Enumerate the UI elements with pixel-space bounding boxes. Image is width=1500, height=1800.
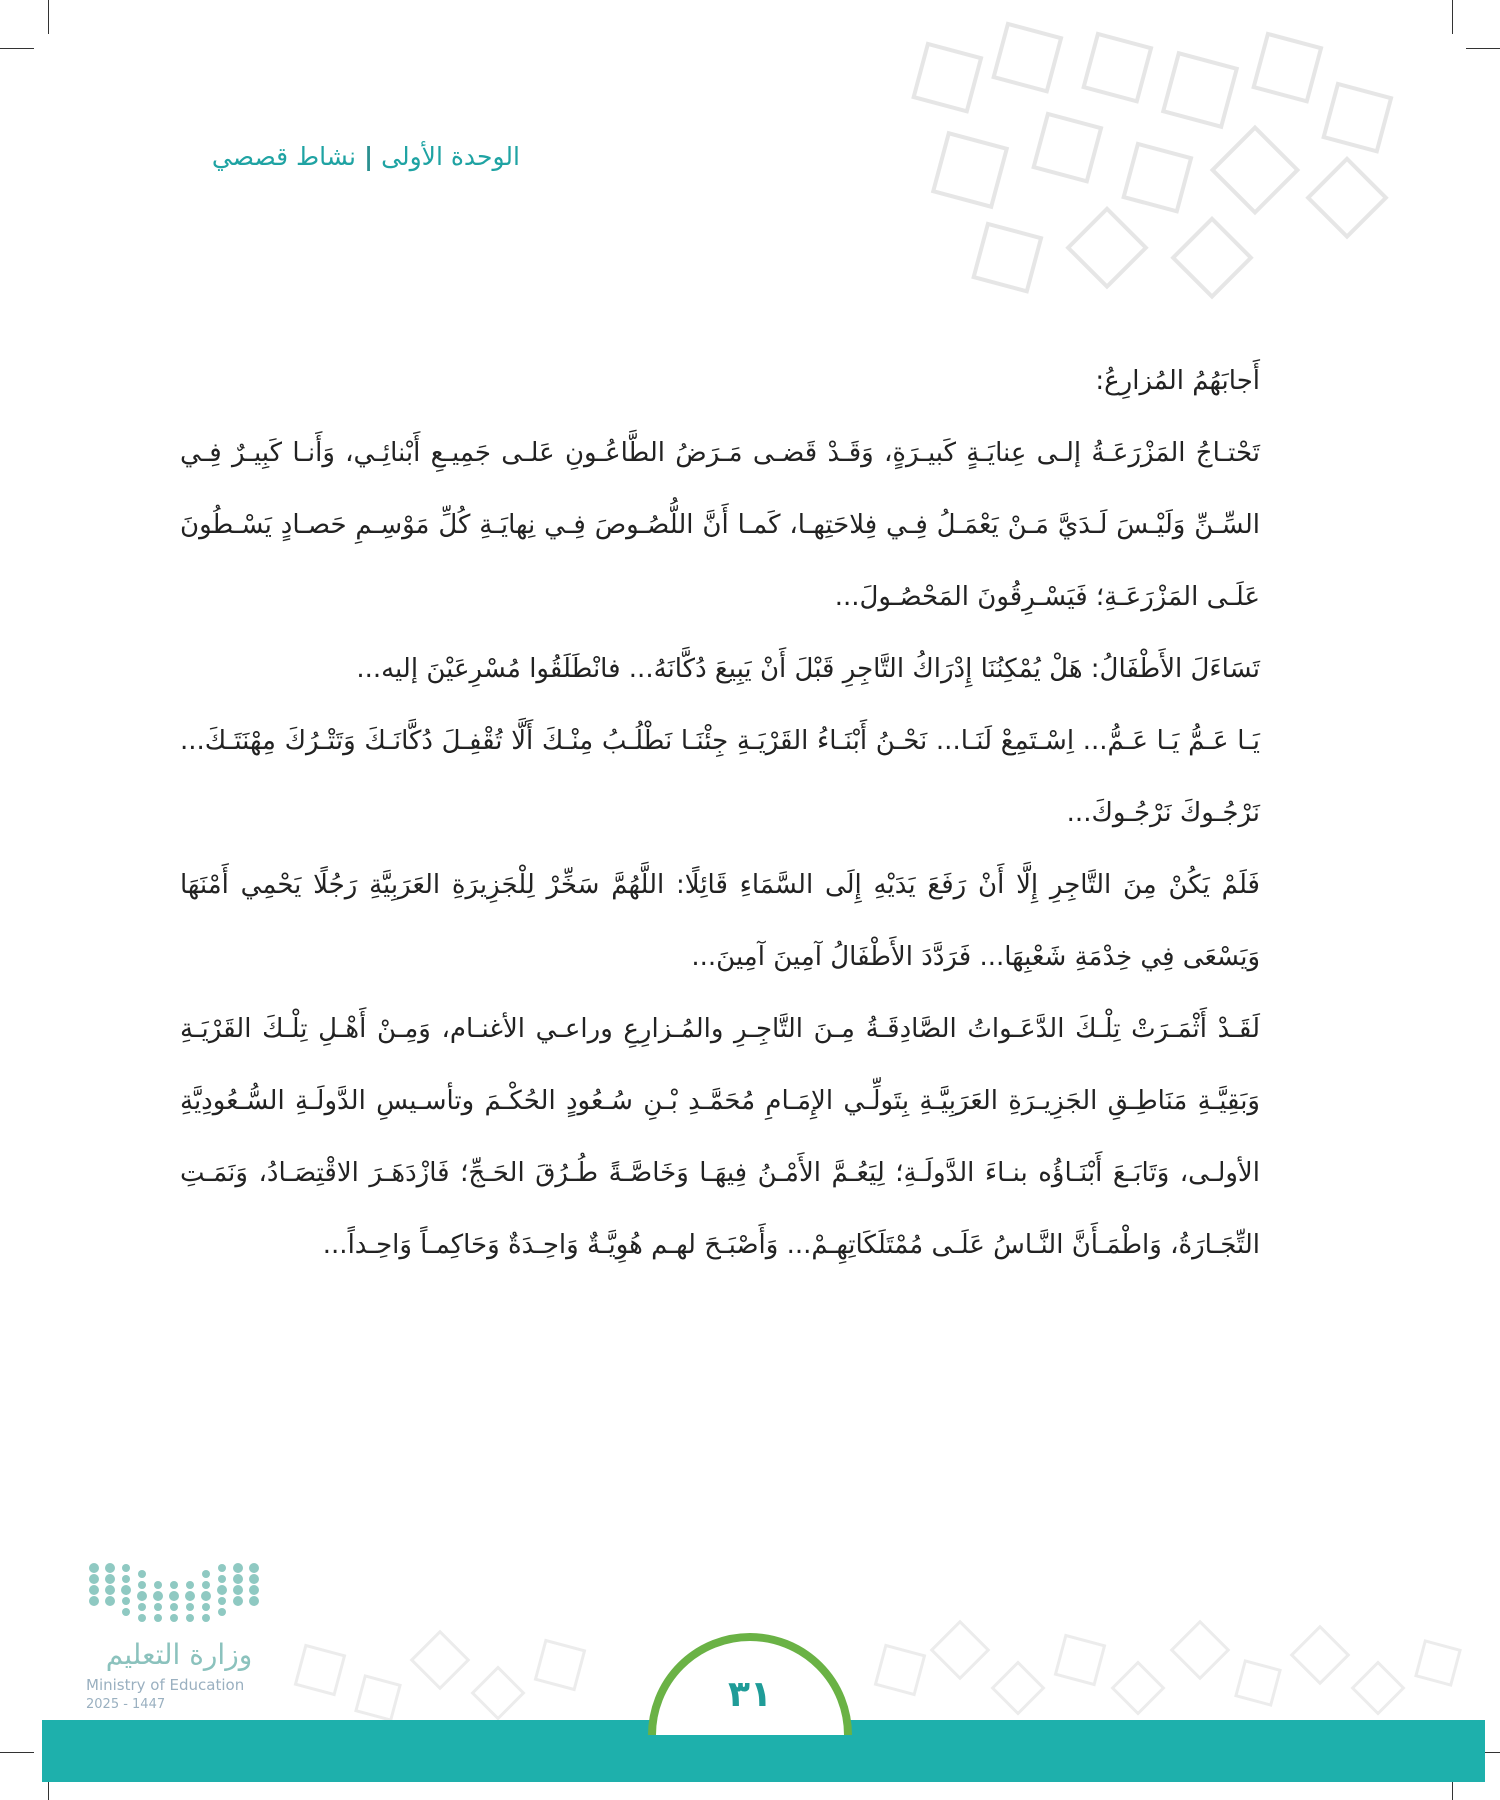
- story-text: [180, 345, 1285, 1281]
- header-activity: نشاط قصصي: [211, 142, 357, 171]
- header-unit: الوحدة الأولى: [381, 142, 520, 171]
- ministry-year: 2025 - 1447: [86, 1697, 166, 1712]
- paragraph: أَجابَهُمُ المُزارِعُ:: [1095, 366, 1260, 396]
- running-header: [180, 142, 520, 171]
- paragraph: يَـا عَـمُّ يَـا عَـمُّ... اِسْـتَمِعْ لَنَـا... نَحْـنُ أَبْنَـاءُ القَرْيَـةِ جِئْنَـا نَطْلُـبُ مِنْـكَ أَلَّا تُقْفِـلَ دُكَّانَـكَ وَتَتْـرُكَ مِهْنَتَـكَ... نَرْجُـوكَ نَرْجُـوكَ...: [180, 726, 1260, 828]
- header-separator: |: [364, 142, 374, 171]
- paragraph: فَلَمْ يَكُنْ مِنَ التَّاجِرِ إِلَّا أَنْ رَفَعَ يَدَيْهِ إِلَى السَّمَاءِ قَائِلًا: اللَّهُمَّ سَخِّرْ لِلْجَزِيرَةِ العَرَبِيَّةِ رَجُلًا يَحْمِي أَمْنَهَا وَيَسْعَى فِي خِدْمَةِ شَعْبِهَا... فَرَدَّدَ الأَطْفَالُ آمِينَ آمِينَ...: [180, 870, 1260, 972]
- ministry-name-en: Ministry of Education: [86, 1676, 245, 1694]
- paragraph: لَقَـدْ أَثْمَـرَتْ تِلْـكَ الدَّعَـواتُ الصَّادِقَـةُ مِـنَ التَّاجِـرِ والمُـزارِعِ وراعـي الأغنـام، وَمِـنْ أَهْـلِ تِلْـكَ القَرْيَـةِ وَبَقِيَّـةِ مَنَاطِـقِ الجَزِيـرَةِ العَرَبِيَّـةِ بِتَولِّـي الإِمَـامِ مُحَمَّـدِ بْـنِ سُـعُودٍ الحُكْـمَ وتأسـيسِ الدَّولَـةِ السُّـعُودِيَّةِ الأولـى، وَتَابَـعَ أَبْنَـاؤُه بنـاءَ الدَّولَـةِ؛ لِيَعُـمَّ الأَمْـنُ فِيهَـا وَخَاصَّـةً طُـرُقَ الحَـجِّ؛ فَازْدَهَـرَ الاقْتِصَـادُ، وَنَمَـتِ التِّجَـارَةُ، وَاطْمَـأَنَّ النَّـاسُ عَلَـى مُمْتَلَكَاتِهِـمْ... وَأَصْبَـحَ لهـم هُوِيَّـةٌ وَاحِـدَةٌ وَحَاكِمـاً وَاحِـداً...: [180, 1014, 1260, 1260]
- paragraph: تَسَاءَلَ الأَطْفَالُ: هَلْ يُمْكِنُنَا إِدْرَاكُ التَّاجِرِ قَبْلَ أَنْ يَبِيعَ دُكَّانَهُ... فانْطَلَقُوا مُسْرِعَيْنَ إليه...: [356, 654, 1260, 684]
- page-number: ٣١: [728, 1674, 772, 1715]
- paragraph: تَحْتـاجُ المَزْرَعَـةُ إلـى عِنايَـةٍ كَبيـرَةٍ، وَقَـدْ قَضـى مَـرَضُ الطَّاعُـونِ عَلـى جَمِيـعِ أَبْنائِـي، وَأَنـا كَبِيـرٌ فِـي السِّـنِّ وَلَيْـسَ لَـدَيَّ مَـنْ يَعْمَـلُ فِـي فِلاحَتِهـا، كَمـا أَنَّ اللُّصُـوصَ فِـي نِهايَـةِ كُلِّ مَوْسِـمِ حَصـادٍ يَسْـطُونَ عَلَـى المَزْرَعَـةِ؛ فَيَسْـرِقُونَ المَحْصُـولَ...: [180, 438, 1260, 612]
- ministry-name-ar: وزارة التعليم: [105, 1638, 253, 1671]
